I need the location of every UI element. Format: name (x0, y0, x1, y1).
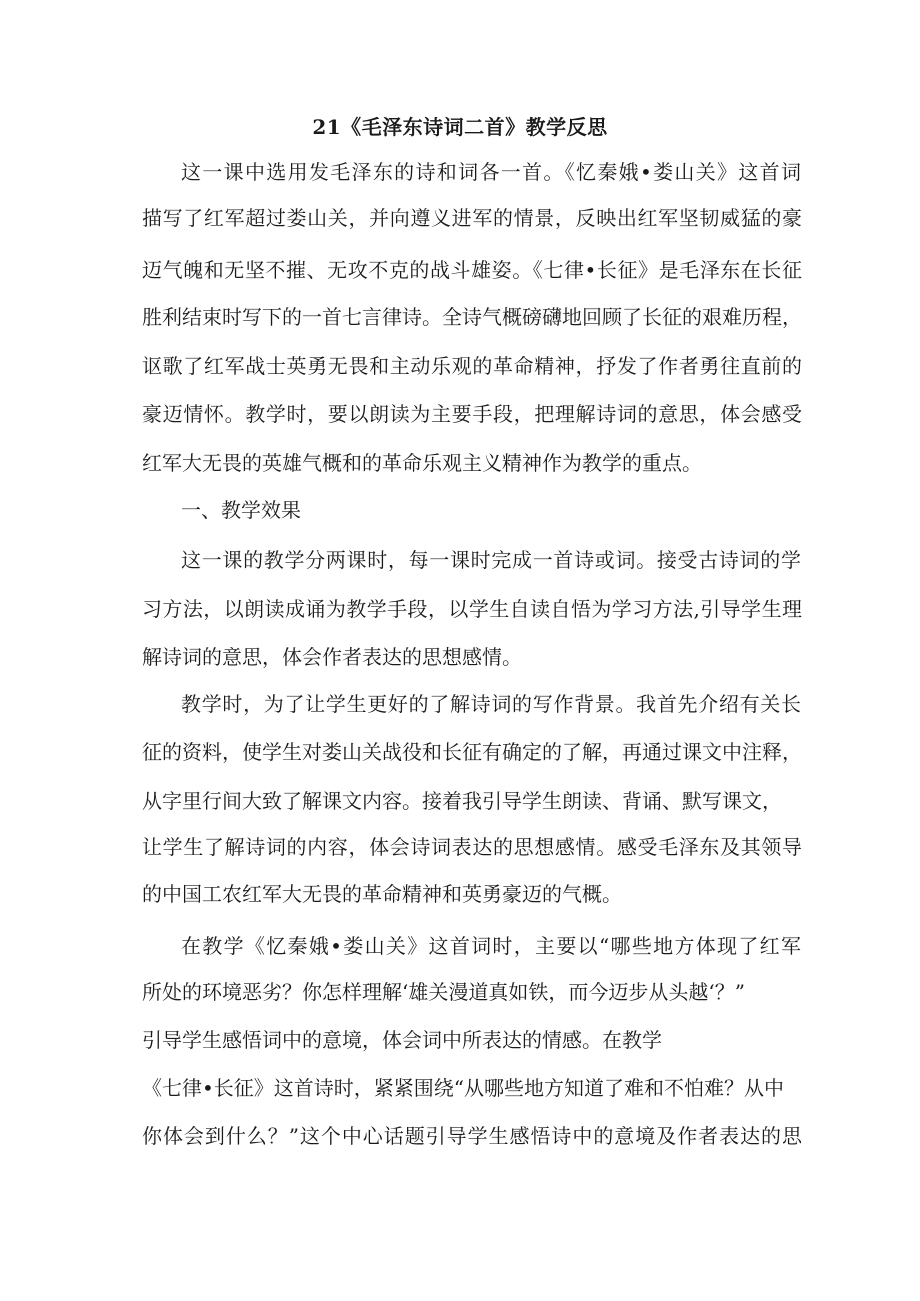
text-line: 迈气魄和无坚不摧、无攻不克的战斗雄姿。《七律•长征》是毛泽东在长征 (142, 258, 802, 282)
text-line: 胜利结束时写下的一首七言律诗。全诗气概磅礴地回顾了长征的艰难历程， (142, 305, 802, 329)
text-line: 这一课中选用发毛泽东的诗和词各一首。《忆秦娥•娄山关》这首词 (181, 160, 801, 184)
text-line: 《七律•长征》这首诗时，紧紧围绕“从哪些地方知道了难和不怕难？从中 (142, 1076, 785, 1100)
text-line: 讴歌了红军战士英勇无畏和主动乐观的革命精神，抒发了作者勇往直前的 (142, 354, 802, 378)
text-line: 描写了红军超过娄山关，并向遵义进军的情景，反映出红军坚韧威猛的豪 (142, 206, 802, 230)
text-line: 引导学生感悟词中的意境，体会词中所表达的情感。在教学 (142, 1028, 662, 1052)
text-line: 从字里行间大致了解课文内容。接着我引导学生朗读、背诵、默写课文， (142, 789, 782, 813)
text-line: 这一课的教学分两课时，每一课时完成一首诗或词。接受古诗词的学 (181, 548, 801, 572)
document-title: 21《毛泽东诗词二首》教学反思 (312, 115, 608, 139)
text-line: 征的资料，使学生对娄山关战役和长征有确定的了解，再通过课文中注释， (142, 740, 802, 764)
text-line: 豪迈情怀。教学时，要以朗读为主要手段，把理解诗词的意思，体会感受 (142, 402, 802, 426)
text-line: 的中国工农红军大无畏的革命精神和英勇豪迈的气概。 (142, 882, 622, 906)
text-line: 所处的环境恶劣？你怎样理解‘雄关漫道真如铁，而今迈步从头越‘？” (142, 980, 745, 1004)
text-line: 解诗词的意思，体会作者表达的思想感情。 (142, 645, 522, 669)
text-line: 教学时，为了让学生更好的了解诗词的写作背景。我首先介绍有关长 (181, 692, 801, 716)
text-line: 红军大无畏的英雄气概和的革命乐观主义精神作为教学的重点。 (142, 451, 702, 475)
text-line: 让学生了解诗词的内容，体会诗词表达的思想感情。感受毛泽东及其领导 (142, 835, 802, 859)
text-line: 习方法，以朗读成诵为教学手段，以学生自读自悟为学习方法,引导学生理 (142, 597, 802, 621)
text-line: 你体会到什么？”这个中心话题引导学生感悟诗中的意境及作者表达的思 (142, 1124, 802, 1148)
section-heading: 一、教学效果 (181, 498, 301, 522)
text-line: 在教学《忆秦娥•娄山关》这首词时，主要以“哪些地方体现了红军 (181, 934, 801, 958)
